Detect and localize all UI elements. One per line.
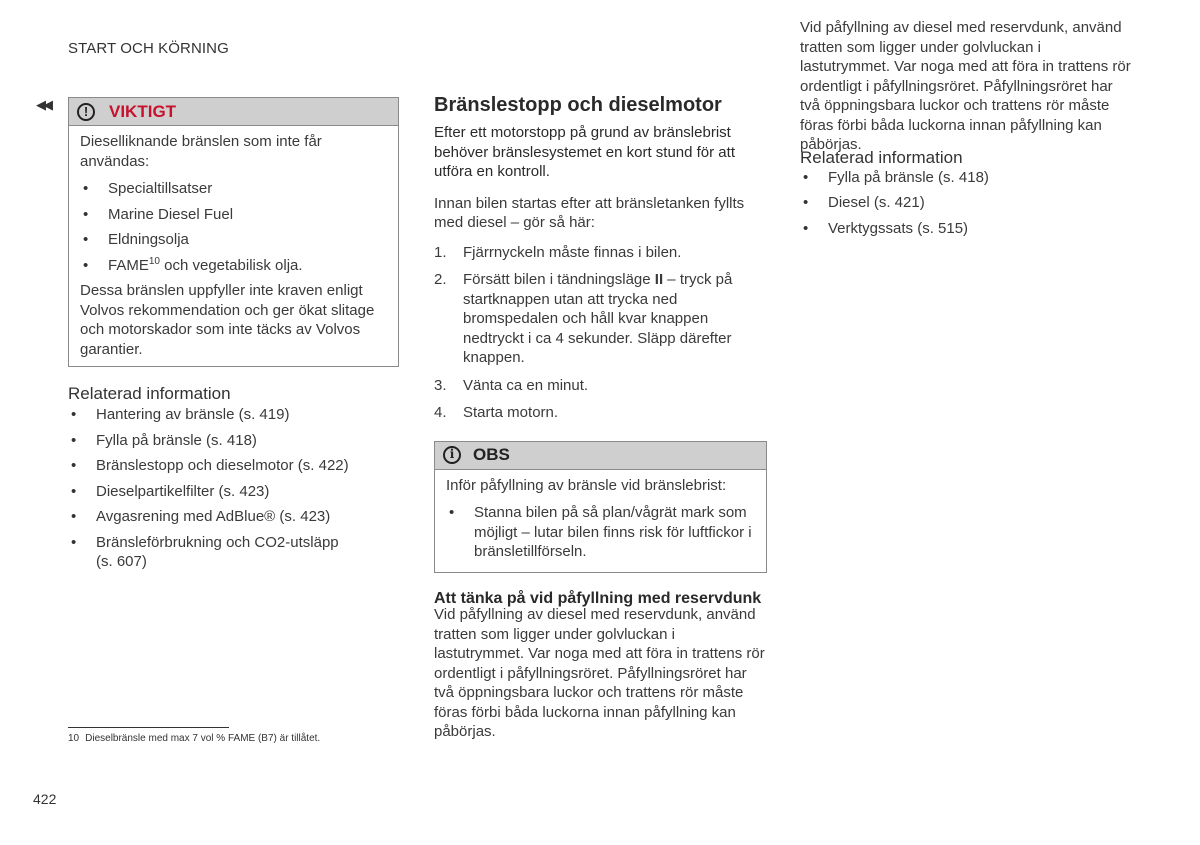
related-link[interactable]: • Avgasrening med AdBlue® (s. 423) xyxy=(68,507,399,527)
list-item xyxy=(80,256,387,276)
footnote xyxy=(68,733,320,744)
step-text: Fjärrnyckeln måste finnas i bilen. xyxy=(463,243,682,261)
warning-title: VIKTIGT xyxy=(109,101,177,121)
note-list xyxy=(446,503,755,562)
related-link[interactable]: • Fylla på bränsle (s. 418) xyxy=(68,431,399,451)
back-arrows-icon[interactable]: ◀◀ xyxy=(36,97,50,112)
note-body xyxy=(435,470,766,572)
lead-text: Efter ett motorstopp på grund av bränslebrist behöver bränslesystemet en kort stund för att utföra en kontroll. xyxy=(434,124,735,180)
main-column xyxy=(434,93,767,609)
footnote-text: Dieselbränsle med max 7 vol % FAME (B7) är tillåtet. xyxy=(85,733,321,744)
warning-intro: Dieselliknande bränslen som inte får användas: xyxy=(80,133,322,170)
related-link[interactable]: • Diesel (s. 421) xyxy=(800,193,1140,213)
ignition-mode: II xyxy=(654,271,664,288)
warning-box xyxy=(68,97,399,367)
related-link[interactable]: • Dieselpartikelfilter (s. 423) xyxy=(68,482,399,502)
reserve-can-paragraph-part2 xyxy=(800,19,1140,153)
warning-header xyxy=(69,98,398,126)
related-link[interactable]: • Verktygssats (s. 515) xyxy=(800,219,1140,239)
fame-text-rest: och vegetabilisk olja. xyxy=(164,256,303,274)
warning-outro: Dessa bränslen uppfyller inte kraven enligt Volvos rekommendation och ger ökat slitage och motorskador som inte täcks av Volvos garantier. xyxy=(80,282,375,358)
step-text: Starta motorn. xyxy=(463,404,559,421)
related-link[interactable]: • Bränsleförbrukning och CO2-utsläpp (s. 607) xyxy=(68,533,346,572)
list-item: • Stanna bilen på så plan/vågrät mark som möjligt – lutar bilen finns risk för luftfickor i bränsletillförseln. xyxy=(446,503,755,562)
intro-text: Innan bilen startas efter att bränsletanken fyllts med diesel – gör så här: xyxy=(434,194,745,231)
step-number: 2. xyxy=(434,271,447,288)
reserve-can-paragraph-part1 xyxy=(434,605,767,740)
footnote-number: 10 xyxy=(68,733,80,744)
exclamation-icon: ! xyxy=(77,103,95,121)
step-number: 3. xyxy=(434,376,447,394)
step-number: 4. xyxy=(434,404,447,421)
related-link[interactable]: • Fylla på bränsle (s. 418) xyxy=(800,168,1140,188)
step-item xyxy=(434,376,767,396)
step-item xyxy=(434,403,767,423)
subsection-title: Att tänka på vid påfyllning med reservdunk xyxy=(434,589,762,607)
list-item: • Eldningsolja xyxy=(80,230,387,250)
step-number: 1. xyxy=(434,243,447,261)
page-title: Bränslestopp och dieselmotor xyxy=(434,94,722,116)
steps-list xyxy=(434,243,767,423)
related-info-left xyxy=(68,384,399,578)
step-item xyxy=(434,243,767,263)
reserve-can-text: Vid påfyllning av diesel med reservdunk, använd tratten som ligger under golvluckan i lastutrymmet. Var noga med att föra in trattens rör ordentligt i påfyllningsröret. Påfyllningsröret har två öppningsbara luckor och trattens rör måste föras förbi båda luckorna innan påfyllning kan påbörjas. xyxy=(434,606,765,740)
right-column xyxy=(800,19,1140,244)
list-item: • Specialtillsatser xyxy=(80,179,387,199)
step-item xyxy=(434,270,767,368)
step-text: Vänta ca en minut. xyxy=(463,376,589,394)
related-list xyxy=(68,405,399,572)
step-text: Försätt bilen i tändningsläge xyxy=(463,271,655,288)
related-title: Relaterad information xyxy=(800,148,963,167)
related-link[interactable]: • Hantering av bränsle (s. 419) xyxy=(68,405,399,425)
related-list xyxy=(800,168,1140,239)
section-header: START OCH KÖRNING xyxy=(68,40,229,57)
related-title: Relaterad information xyxy=(68,384,231,403)
note-box xyxy=(434,441,767,573)
note-title: OBS xyxy=(473,445,510,465)
page-number: 422 xyxy=(33,791,57,807)
info-icon: i xyxy=(443,446,461,464)
step-text: – tryck på startknappen utan att trycka ned bromspedalen och håll kvar knappen nedtryckt i ca 4 sekunder. Släpp därefter knappen. xyxy=(463,271,733,366)
note-header xyxy=(435,442,766,470)
fame-text: FAME xyxy=(108,256,149,274)
note-intro: Inför påfyllning av bränsle vid bränslebrist: xyxy=(446,476,727,494)
related-link[interactable]: • Bränslestopp och dieselmotor (s. 422) xyxy=(68,456,399,476)
warning-body xyxy=(69,126,398,359)
list-item: • Marine Diesel Fuel xyxy=(80,205,387,225)
reserve-can-text-continued: Vid påfyllning av diesel med reservdunk, använd tratten som ligger under golvluckan i lastutrymmet. Var noga med att föra in trattens rör ordentligt i påfyllningsröret. Påfyllningsröret har två öppningsbara luckor och trattens rör måste föras förbi båda luckorna innan påfyllning kan påbörjas. xyxy=(800,19,1131,153)
warning-list xyxy=(80,179,387,275)
footnote-ref[interactable]: 10 xyxy=(148,255,160,267)
footnote-divider xyxy=(68,727,229,728)
